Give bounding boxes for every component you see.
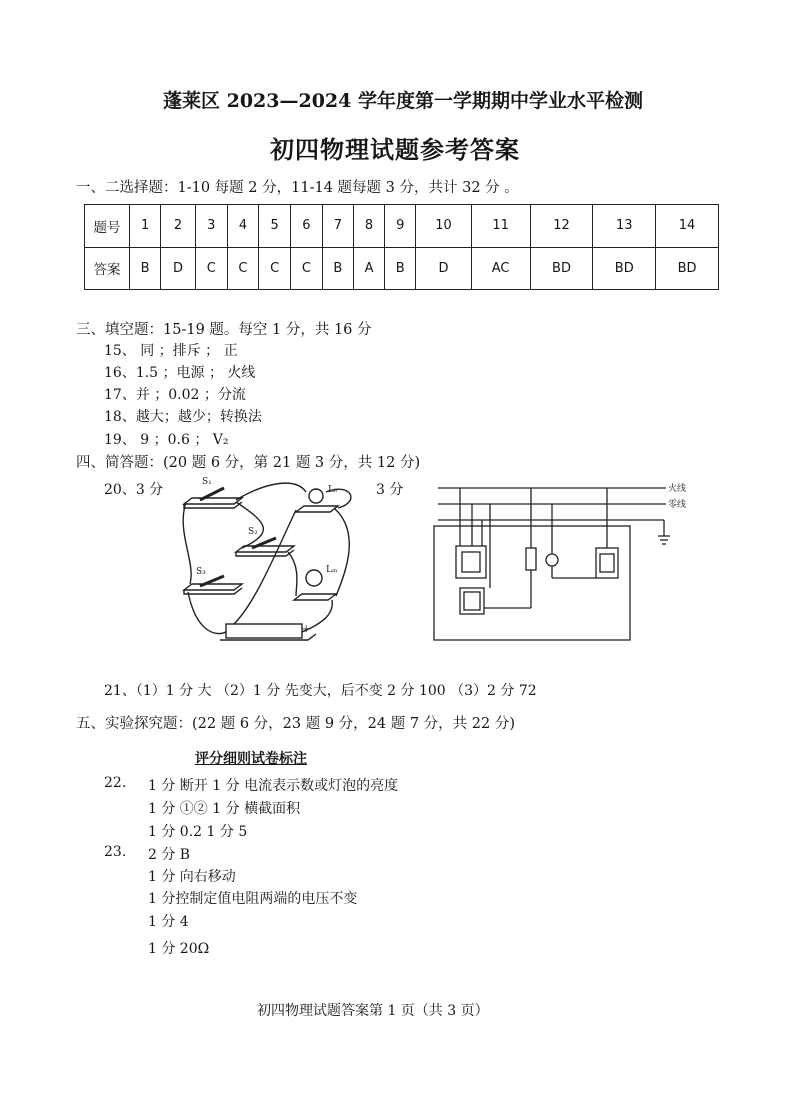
label-s2: S₂	[248, 527, 258, 537]
table-cell: D	[161, 247, 196, 290]
table-cell: 10	[416, 205, 471, 248]
q23-line-4: 1 分 4	[148, 914, 189, 930]
table-cell: BD	[656, 247, 719, 290]
q21-answers: 21、（1）1 分 大 （2）1 分 先变大，后不变 2 分 100 （3）2 分 72	[104, 683, 537, 699]
label-s3: S₃	[196, 567, 206, 577]
q23-line-5: 1 分 20Ω	[148, 941, 210, 957]
table-cell: 7	[322, 205, 353, 248]
table-cell: 13	[593, 205, 656, 248]
table-cell: 14	[656, 205, 719, 248]
q22-line-2: 1 分 ①② 1 分 横截面积	[148, 801, 301, 817]
page-footer: 初四物理试题答案第 1 页（共 3 页）	[257, 1003, 489, 1019]
table-cell: D	[416, 247, 471, 290]
circuit-drawing	[176, 472, 366, 652]
table-cell: C	[259, 247, 291, 290]
fill-answer-19: 19、 9 ；0.6 ； V₂	[104, 432, 229, 448]
q20-right-label: 3 分	[376, 482, 404, 498]
table-cell: 2	[161, 205, 196, 248]
q20-label: 20、3 分	[104, 482, 164, 498]
table-cell: 1	[130, 205, 161, 248]
table-cell: A	[353, 247, 384, 290]
fill-answer-17: 17、并 ；0.02 ；分流	[104, 387, 246, 403]
exam-title: 蓬莱区 2023—2024 学年度第一学期期中学业水平检测	[163, 90, 643, 112]
household-wiring-diagram	[430, 478, 700, 648]
q23-line-1: 2 分 B	[148, 847, 191, 863]
table-cell: 12	[530, 205, 593, 248]
table-cell: 6	[291, 205, 323, 248]
label-plus: +	[302, 624, 311, 635]
table-cell: B	[130, 247, 161, 290]
q23-number: 23.	[104, 844, 127, 860]
q22-line-1: 1 分 断开 1 分 电流表示数或灯泡的亮度	[148, 778, 399, 794]
table-cell: C	[291, 247, 323, 290]
answer-key-title: 初四物理试题参考答案	[270, 135, 520, 164]
table-cell: 4	[227, 205, 259, 248]
table-cell: BD	[593, 247, 656, 290]
label-le: Lₑ	[328, 485, 338, 495]
table-cell: C	[195, 247, 227, 290]
answer-table	[84, 204, 719, 290]
section-5-heading: 五、实验探究题：(22 题 6 分，23 题 9 分，24 题 7 分，共 22 分)	[76, 716, 515, 732]
fill-answer-16: 16、1.5 ；电源 ； 火线	[104, 365, 256, 381]
grading-subtitle: 评分细则试卷标注	[195, 751, 307, 767]
q23-line-2: 1 分 向右移动	[148, 869, 236, 885]
section-1-heading: 一、二选择题：1-10 每题 2 分，11-14 题每题 3 分，共计 32 分 。	[76, 180, 519, 196]
fill-answer-18: 18、越大；越少；转换法	[104, 409, 262, 425]
fill-answer-15: 15、 同 ；排斥 ； 正	[104, 343, 238, 359]
q22-line-3: 1 分 0.2 1 分 5	[148, 824, 248, 840]
row-header-num: 题号	[85, 205, 130, 248]
label-s1: S₁	[202, 477, 212, 487]
table-cell: 5	[259, 205, 291, 248]
q23-line-3: 1 分控制定值电阻两端的电压不变	[148, 891, 358, 907]
label-lm: Lₘ	[326, 565, 338, 575]
table-cell: 11	[471, 205, 530, 248]
section-4-heading: 四、简答题：(20 题 6 分，第 21 题 3 分，共 12 分)	[76, 455, 421, 471]
table-cell: AC	[471, 247, 530, 290]
table-cell: 9	[385, 205, 416, 248]
table-cell: B	[385, 247, 416, 290]
table-row-answers	[85, 247, 719, 290]
table-cell: C	[227, 247, 259, 290]
section-3-heading: 三、填空题：15-19 题。每空 1 分，共 16 分	[76, 322, 372, 338]
table-cell: 3	[195, 205, 227, 248]
label-live-wire: 火线	[668, 484, 687, 494]
table-row-numbers	[85, 205, 719, 248]
q22-number: 22.	[104, 775, 127, 791]
label-neutral-wire: 零线	[668, 500, 687, 510]
table-cell: B	[322, 247, 353, 290]
table-cell: 8	[353, 205, 384, 248]
row-header-ans: 答案	[85, 247, 130, 290]
table-cell: BD	[530, 247, 593, 290]
